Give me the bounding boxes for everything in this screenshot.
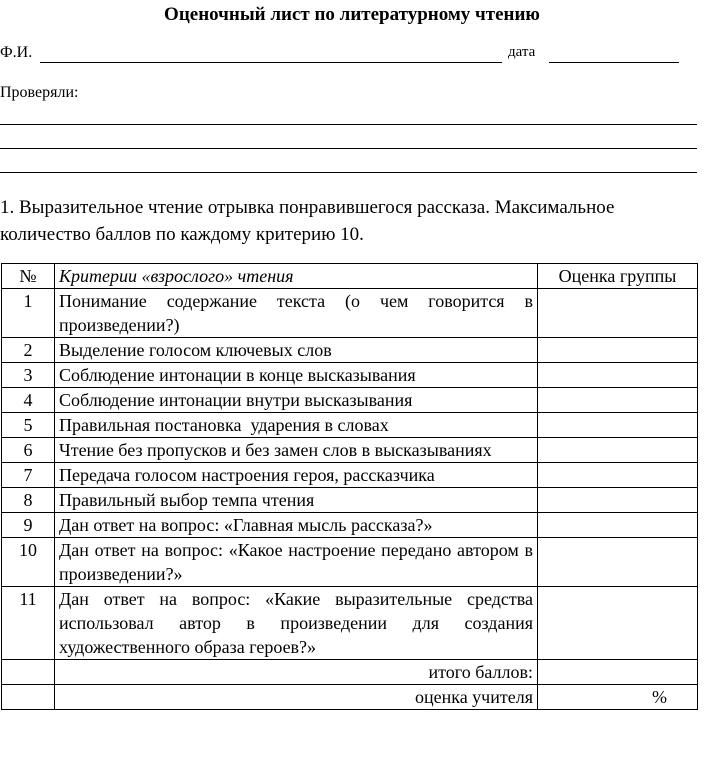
table-row [2, 488, 698, 513]
checked-by-label: Проверяли: [0, 84, 79, 101]
table-row [2, 587, 698, 660]
row-number: 11 [2, 587, 55, 660]
header-criteria: Критерии «взрослого» чтения [55, 264, 538, 289]
criteria-table [1, 263, 698, 710]
row-number: 6 [2, 438, 55, 463]
table-row [2, 363, 698, 388]
row-criterion: Дан ответ на вопрос: «Какое настроение передано автором в произведении?» [55, 538, 538, 587]
document-title: Оценочный лист по литературному чтению [164, 4, 540, 25]
row-number: 4 [2, 388, 55, 413]
teacher-grade-percent[interactable]: % [538, 685, 698, 710]
header-group-grade: Оценка группы [538, 264, 698, 289]
total-row [2, 660, 698, 685]
row-grade-cell[interactable] [538, 289, 698, 338]
row-number: 10 [2, 538, 55, 587]
teacher-grade-label: оценка учителя [55, 685, 538, 710]
teacher-number-cell [2, 685, 55, 710]
row-grade-cell[interactable] [538, 488, 698, 513]
row-criterion: Понимание содержание текста (о чем говорится в произведении?) [55, 289, 538, 338]
row-number: 2 [2, 338, 55, 363]
table-row [2, 538, 698, 587]
table-row [2, 463, 698, 488]
row-criterion: Дан ответ на вопрос: «Какие выразительные средства использовал автор в произведении для создания художественного образа героев?» [55, 587, 538, 660]
row-grade-cell[interactable] [538, 413, 698, 438]
table-row [2, 388, 698, 413]
row-grade-cell[interactable] [538, 538, 698, 587]
row-number: 3 [2, 363, 55, 388]
total-label: итого баллов: [55, 660, 538, 685]
row-number: 8 [2, 488, 55, 513]
date-label: дата [508, 44, 536, 60]
row-criterion: Дан ответ на вопрос: «Главная мысль рассказа?» [55, 513, 538, 538]
task-description: 1. Выразительное чтение отрывка понравившегося рассказа. Максимальное количество баллов по каждому критерию 10. [0, 197, 615, 245]
teacher-grade-row [2, 685, 698, 710]
total-value-cell[interactable] [538, 660, 698, 685]
row-criterion: Правильная постановка ударения в словах [55, 413, 538, 438]
row-grade-cell[interactable] [538, 438, 698, 463]
name-label: Ф.И. [0, 44, 33, 61]
row-grade-cell[interactable] [538, 388, 698, 413]
table-row [2, 513, 698, 538]
total-number-cell [2, 660, 55, 685]
checked-by-line-3[interactable] [0, 172, 697, 173]
row-grade-cell[interactable] [538, 587, 698, 660]
date-fill-line[interactable] [549, 62, 679, 63]
table-row [2, 438, 698, 463]
checked-by-line-2[interactable] [0, 148, 697, 149]
name-date-row [0, 44, 704, 66]
table-row [2, 338, 698, 363]
name-fill-line[interactable] [40, 62, 502, 63]
table-row [2, 289, 698, 338]
row-number: 7 [2, 463, 55, 488]
table-row [2, 413, 698, 438]
row-criterion: Чтение без пропусков и без замен слов в высказываниях [55, 438, 538, 463]
row-criterion: Передача голосом настроения героя, рассказчика [55, 463, 538, 488]
header-number: № [2, 264, 55, 289]
checked-by-line-1[interactable] [0, 124, 697, 125]
row-number: 9 [2, 513, 55, 538]
row-criterion: Соблюдение интонации в конце высказывания [55, 363, 538, 388]
row-grade-cell[interactable] [538, 463, 698, 488]
row-grade-cell[interactable] [538, 363, 698, 388]
row-number: 1 [2, 289, 55, 338]
row-grade-cell[interactable] [538, 338, 698, 363]
row-criterion: Правильный выбор темпа чтения [55, 488, 538, 513]
row-criterion: Выделение голосом ключевых слов [55, 338, 538, 363]
table-header-row [2, 264, 698, 289]
row-grade-cell[interactable] [538, 513, 698, 538]
row-criterion: Соблюдение интонации внутри высказывания [55, 388, 538, 413]
row-number: 5 [2, 413, 55, 438]
